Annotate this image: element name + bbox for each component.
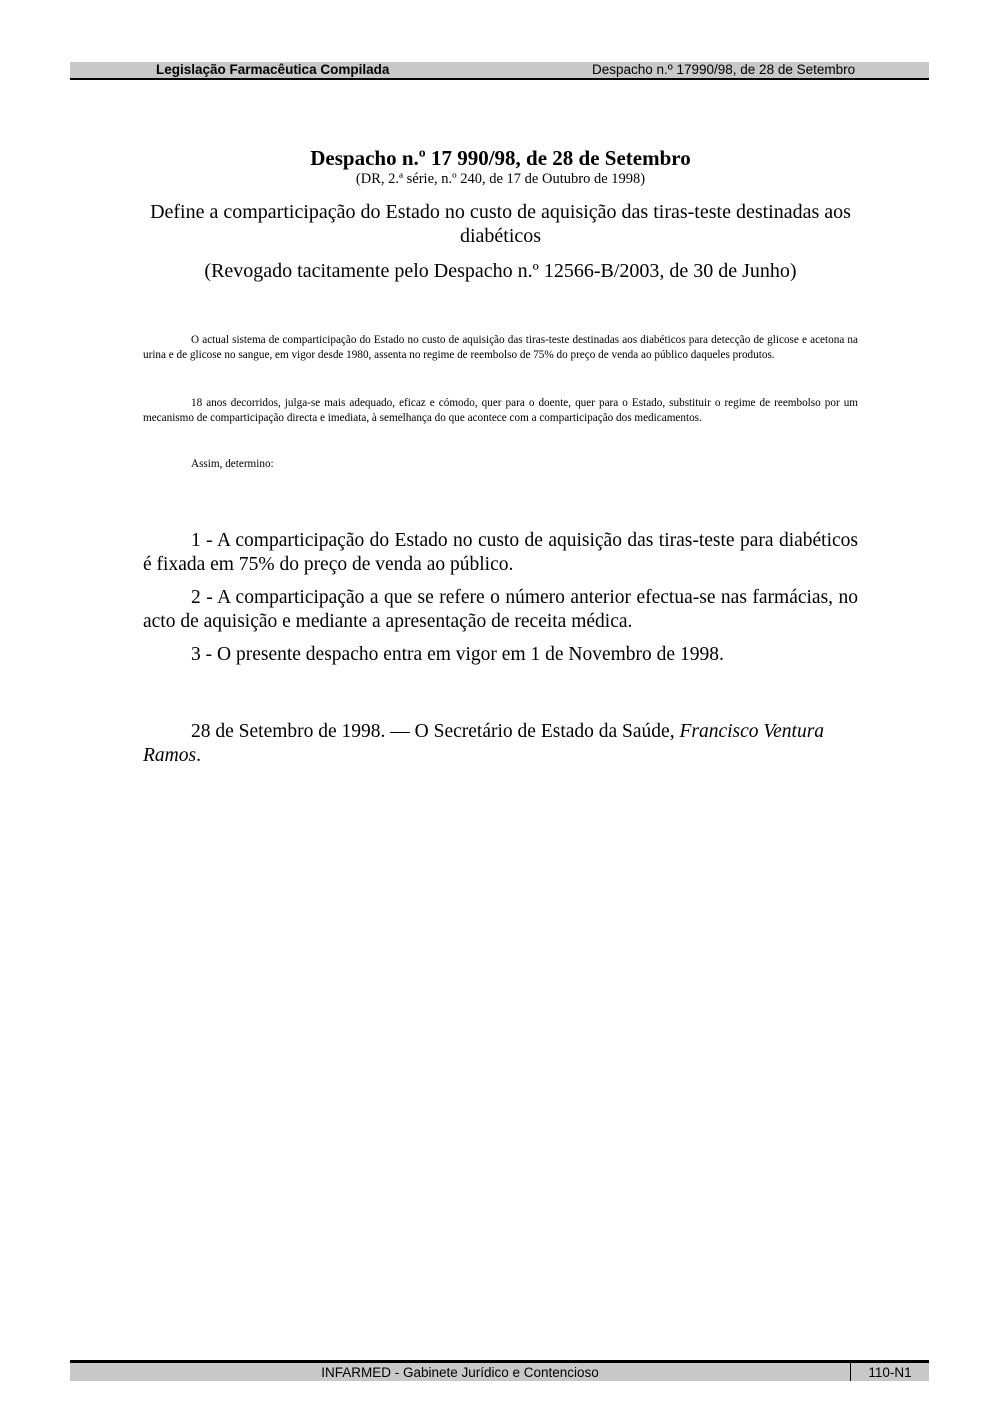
article: [143, 643, 858, 667]
document-source: (DR, 2.ª série, n.º 240, de 17 de Outubro de 1998): [355, 171, 646, 187]
preamble-text: 18 anos decorridos, julga-se mais adequado, eficaz e cómodo, quer para o doente, quer para o Estado, substituir o regime de reembolso por um mecanismo de comparticipação directa e imediata, à semelhança do que acontece com a comparticipação dos medicamentos.: [143, 397, 858, 424]
running-header: [70, 62, 929, 80]
signature-block: [143, 720, 858, 768]
header-publication-title: Legislação Farmacêutica Compilada: [156, 62, 390, 77]
preamble-paragraph: [143, 396, 858, 426]
determination-text: Assim, determino:: [191, 458, 274, 470]
signature-text: 28 de Setembro de 1998. — O Secretário de Estado da Saúde,: [191, 721, 680, 742]
signatory-name: Francisco Ventura Ramos: [143, 721, 825, 766]
running-footer: [70, 1360, 929, 1381]
footer-organization: INFARMED - Gabinete Jurídico e Contencioso: [321, 1365, 599, 1380]
preamble-paragraph: [143, 333, 858, 363]
document-subject: Define a comparticipação do Estado no custo de aquisição das tiras-teste destinadas aos diabéticos: [150, 201, 851, 247]
revocation-note: (Revogado tacitamente pelo Despacho n.º 12566-B/2003, de 30 de Junho): [204, 260, 797, 282]
article-text: 1 - A comparticipação do Estado no custo de aquisição das tiras-teste para diabéticos é fixada em 75% do preço de venda ao público.: [143, 530, 858, 575]
article-text: 3 - O presente despacho entra em vigor em 1 de Novembro de 1998.: [191, 644, 724, 665]
signature-end: .: [196, 745, 201, 766]
preamble-text: O actual sistema de comparticipação do Estado no custo de aquisição das tiras-teste destinadas aos diabéticos para detecção de glicose e acetona na urina e de glicose no sangue, em vigor desde 1980, assenta no regime de reembolso de 75% do preço de venda ao público daqueles produtos.: [143, 334, 858, 361]
header-document-reference: Despacho n.º 17990/98, de 28 de Setembro: [592, 62, 856, 77]
article: [143, 529, 858, 577]
article: [143, 586, 858, 634]
page-number: 110-N1: [868, 1365, 912, 1380]
preamble-paragraph: [143, 457, 858, 472]
document-title: Despacho n.º 17 990/98, de 28 de Setembro: [310, 146, 691, 170]
article-text: 2 - A comparticipação a que se refere o número anterior efectua-se nas farmácias, no acto de aquisição e mediante a apresentação de receita médica.: [143, 587, 858, 632]
